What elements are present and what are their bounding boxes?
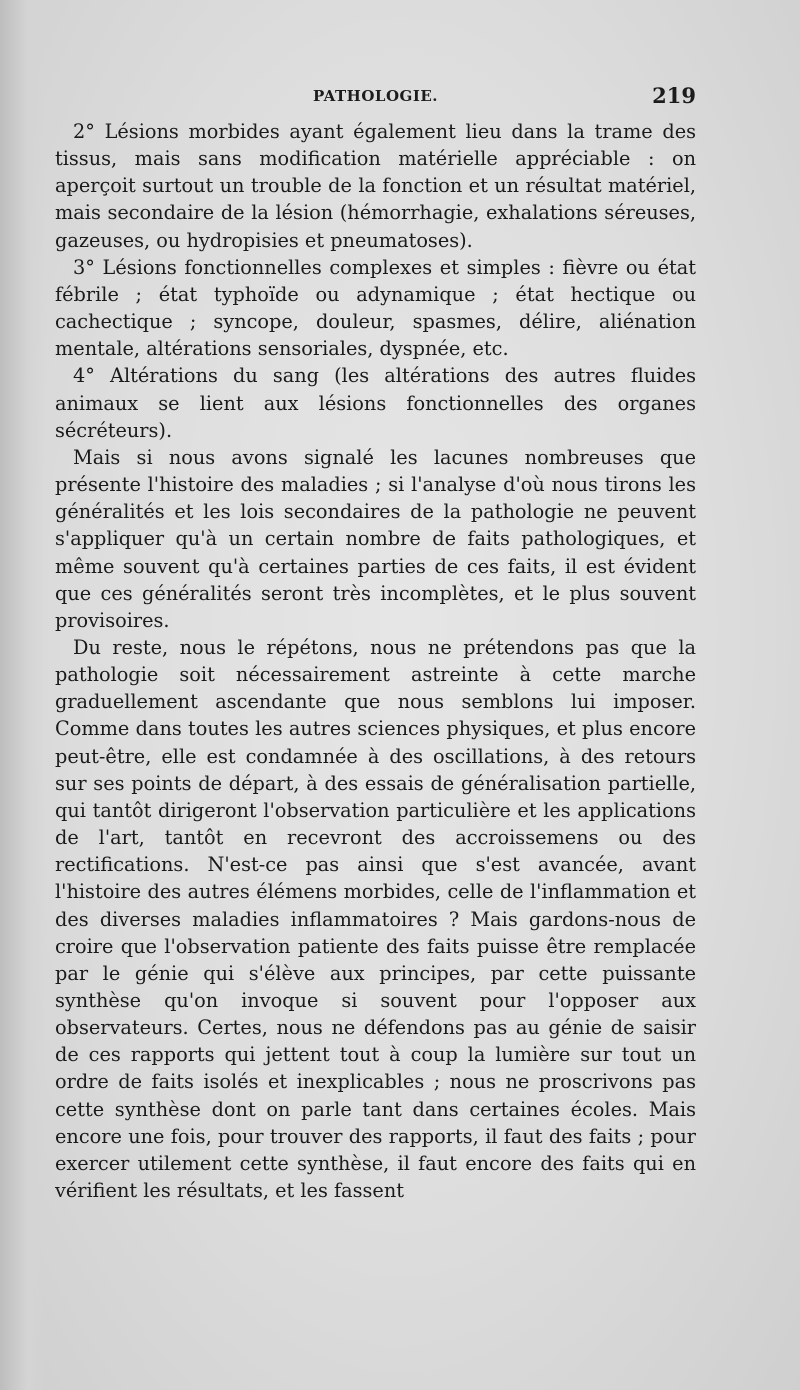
paragraph-lesions-morbides: 2° Lésions morbides ayant également lieu dans la trame des tissus, mais sans modification matérielle appréciable : on aperçoit surtout un trouble de la fonction et un résultat matériel, mais secondaire de la lésion (hémorrhagie, exhalations séreuses, gazeuses, ou hydropisies et pneumatoses). — [55, 120, 696, 252]
paragraph-du-reste: Du reste, nous le répétons, nous ne prétendons pas que la pathologie soit nécessairement astreinte à cette marche graduellement ascendante que nous semblons lui imposer. Comme dans toutes les autres sciences physiques, et plus encore peut-être, elle est condamnée à des oscillations, à des retours sur ses points de départ, à des essais de généralisation partielle, qui tantôt dirigeront l'observation particulière et les applications de l'art, tantôt en recevront des accroissemens ou des rectifications. N'est-ce pas ainsi que s'est avancée, avant l'histoire des autres élémens morbides, celle de l'inflammation et des diverses maladies inflammatoires ? Mais gardons-nous de croire que l'observation patiente des faits puisse être remplacée par le génie qui s'élève aux principes, par cette puissante synthèse qu'on invoque si souvent pour l'opposer aux observateurs. Certes, nous ne défendons pas au génie de saisir de ces rapports qui jettent tout à coup la lumière sur tout un ordre de faits isolés et inexplicables ; nous ne proscrivons pas cette synthèse dont on parle tant dans certaines écoles. Mais encore une fois, pour trouver des rapports, il faut des faits ; pour exercer utilement cette synthèse, il faut encore des faits qui en vérifient les résultats, et les fassent — [55, 635, 696, 1203]
gutter-shadow — [0, 0, 46, 1390]
body-text — [55, 118, 696, 1204]
running-head: PATHOLOGIE. — [312, 87, 438, 105]
paragraph-lacunes: Mais si nous avons signalé les lacunes nombreuses que présente l'histoire des maladies ; si l'analyse d'où nous tirons les généralités et les lois secondaires de la pathologie ne peuvent s'appliquer qu'à un certain nombre de faits pathologiques, et même souvent qu'à certaines parties de ces faits, il est évident que ces généralités seront très incomplètes, et le plus souvent provisoires. — [55, 445, 696, 632]
paragraph-alterations-sang: 4° Altérations du sang (les altérations des autres fluides animaux se lient aux lésions fonctionnelles des organes sécréteurs). — [55, 364, 696, 442]
paragraph-lesions-fonctionnelles: 3° Lésions fonctionnelles complexes et simples : fièvre ou état fébrile ; état typhoïde ou adynamique ; état hectique ou cachectique ; syncope, douleur, spasmes, délire, aliénation mentale, altérations sensoriales, dyspnée, etc. — [55, 255, 696, 361]
page-header — [55, 83, 696, 113]
page-number: 219 — [652, 83, 696, 108]
